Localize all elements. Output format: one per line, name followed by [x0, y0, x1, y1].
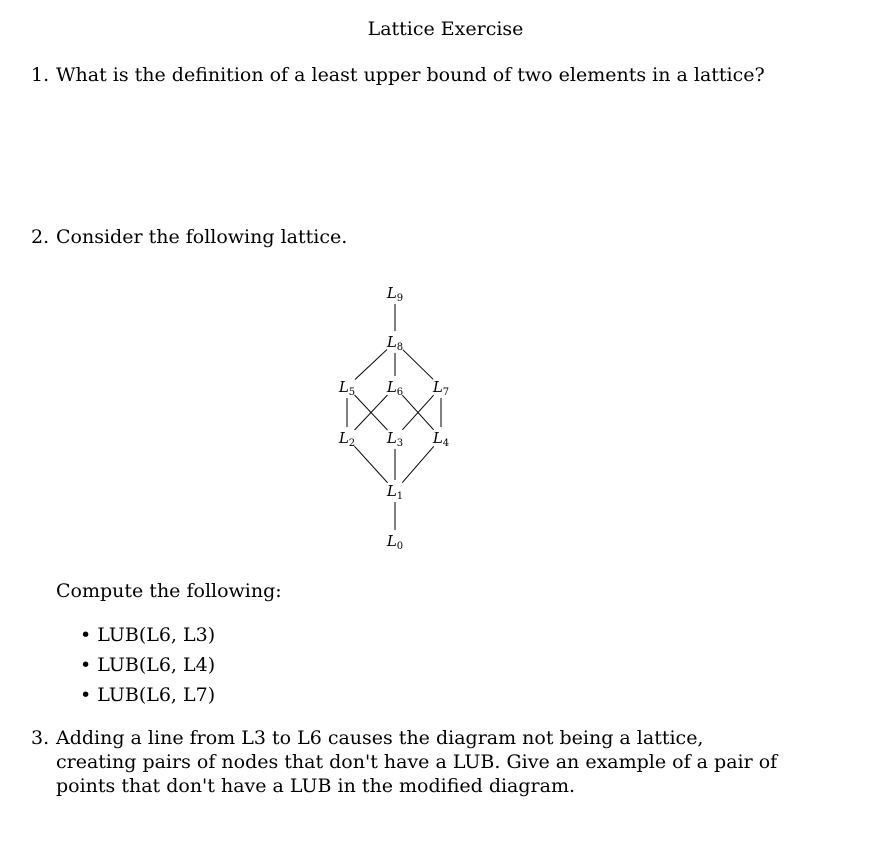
question-3-text: Adding a line from L3 to L6 causes the diagram not being a lattice, creating pairs of nodes that don't have a LUB. Give an example of a pair of points that don't have a LUB in the modified diagram. [56, 727, 778, 797]
lattice-node-L5: $L_5$ [338, 378, 356, 398]
bullet-marker: • [80, 684, 92, 706]
question-1-text: What is the definition of a least upper bound of two elements in a lattice? [56, 64, 765, 86]
bullet-text: LUB(L6, L3) [97, 624, 216, 646]
question-2 [31, 226, 347, 248]
lattice-node-L1: $L_1$ [386, 482, 404, 502]
page-title: Lattice Exercise [367, 18, 524, 40]
list-item [80, 624, 215, 646]
lattice-node-L6: $L_6$ [386, 378, 404, 398]
bullet-marker: • [80, 624, 92, 646]
lattice-node-L7: $L_7$ [432, 378, 450, 398]
lattice-node-L3: $L_3$ [386, 429, 404, 449]
lattice-edge-L8-L5 [355, 350, 387, 380]
lattice-edge-L8-L7 [403, 350, 433, 380]
lattice-node-L0: $L_0$ [386, 532, 404, 552]
bullet-marker: • [80, 654, 92, 676]
lattice-node-L8: $L_8$ [386, 333, 404, 353]
list-item [80, 684, 215, 706]
lattice-edge-L4-L1 [402, 446, 434, 482]
compute-heading: Compute the following: [56, 580, 282, 602]
question-1-number: 1. [31, 64, 50, 86]
bullet-text: LUB(L6, L4) [97, 654, 216, 676]
bullet-text: LUB(L6, L7) [97, 684, 216, 706]
question-1 [31, 64, 765, 86]
question-3 [31, 726, 786, 798]
question-2-text: Consider the following lattice. [56, 226, 348, 248]
question-2-number: 2. [31, 226, 50, 248]
lattice-edge-L2-L1 [354, 446, 387, 483]
lattice-node-L9: $L_9$ [386, 284, 404, 304]
list-item [80, 654, 215, 676]
lattice-diagram [320, 275, 470, 560]
lattice-node-L2: $L_2$ [338, 429, 356, 449]
question-3-number: 3. [31, 727, 50, 749]
lattice-node-L4: $L_4$ [432, 429, 450, 449]
